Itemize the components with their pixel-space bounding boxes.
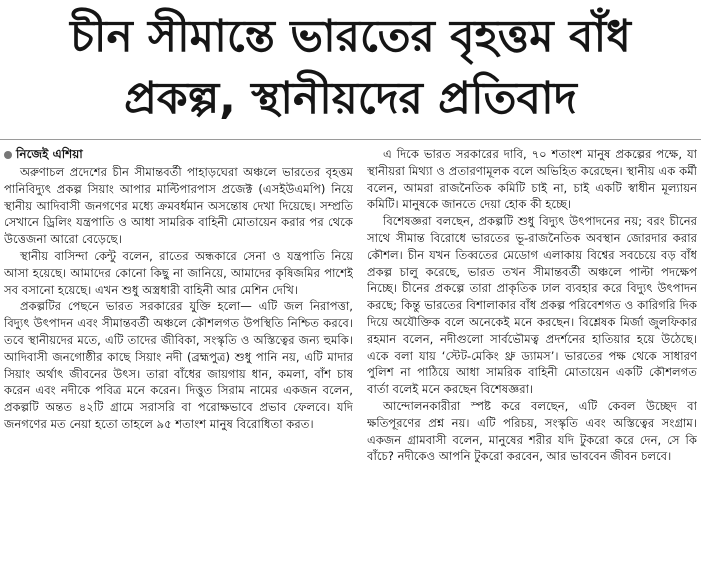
headline-divider [0,139,701,140]
paragraph: অরুণাচল প্রদেশের চীন সীমান্তবর্তী পাহাড়ঘেরা অঞ্চলে ভারতের বৃহত্তম পানিবিদ্যুৎ প্রকল্প সিয়াং আপার মাল্টিপারপাস প্রজেক্ট (এসইউএমপি) নিয়ে স্থানীয় আদিবাসী জনগণের মধ্যে ক্রমবর্ধমান অসন্তোষ দেখা দিয়েছে। সম্প্রতি সেখানে ড্রিলিং যন্ত্রপাতি ও আধা সামরিক বাহিনী মোতায়েন করার পর থেকে উত্তেজনা আরো বেড়েছে। [4,165,353,247]
bullet-icon [4,151,12,159]
byline-text: নিজেই এশিয়া [16,147,83,161]
article-column-right [367,146,697,586]
paragraph: স্থানীয় বাসিন্দা কেন্টু বলেন, রাতের অন্ধকারে সেনা ও যন্ত্রপাতি নিয়ে আসা হয়েছে। আমাদের কোনো কিছু না জানিয়ে, আমাদের কৃষিজমির পাশেই সব বসানো হয়েছে। এখন শুধু অস্ত্রধারী বাহিনী আর মেশিন দেখি। [4,248,353,297]
article-headline [0,6,701,130]
paragraph: বিশেষজ্ঞরা বলছেন, প্রকল্পটি শুধু বিদ্যুৎ উৎপাদনের নয়; বরং চীনের সাথে সীমান্ত বিরোধে ভারতের ভূ-রাজনৈতিক অবস্থান জোরদার করার কৌশল। চীন যখন তিব্বতের মেডোগ এলাকায় বিশ্বের সবচেয়ে বড় বাঁধ প্রকল্প চালু করেছে, ভারত তখন সীমান্তবর্তী অঞ্চলে পাল্টা পদক্ষেপ নিচ্ছে। চীনের প্রকল্পে তারা প্রাকৃতিক ঢাল ব্যবহার করে বিদ্যুৎ উৎপাদন করছে; কিন্তু ভারতের বিশালাকার বাঁধ প্রকল্প পরিবেশগত ও কারিগরি দিক দিয়ে অযৌক্তিক বলে অনেকেই মনে করছেন। বিশ্লেষক মির্জা জুলফিকার রহমান বলেন, নদীগুলো সার্বভৌমত্ব প্রদর্শনের হাতিয়ার হয়ে উঠেছে। একে বলা যায় ‘স্টেট-মেকিং থ্রু ড্যামস’। ভারতের পক্ষ থেকে সাধারণ পুলিশ না পাঠিয়ে আধা সামরিক বাহিনী মোতায়েন একটি কৌশলগত বার্তা বলেই মনে করছেন বিশেষজ্ঞরা। [367,214,697,397]
headline-line-1: চীন সীমান্তে ভারতের বৃহত্তম বাঁধ [70,11,631,62]
article-column-left [4,146,353,586]
headline-line-2: প্রকল্প, স্থানীয়দের প্রতিবাদ [124,73,577,124]
paragraph: আন্দোলনকারীরা স্পষ্ট করে বলছেন, এটি কেবল উচ্ছেদ বা ক্ষতিপূরণের প্রশ্ন নয়। এটি পরিচয়, সংস্কৃতি এবং অস্তিত্বের সংগ্রাম। একজন গ্রামবাসী বলেন, মানুষের শরীর যদি টুকরো করে দেন, সে কি বাঁচে? নদীকেও আপনি টুকরো করবেন, আর ভাববেন জীবন চলবে। [367,398,697,464]
byline [4,146,353,163]
paragraph: প্রকল্পটির পেছনে ভারত সরকারের যুক্তি হলো— এটি জল নিরাপত্তা, বিদ্যুৎ উৎপাদন এবং সীমান্তবর্তী অঞ্চলে কৌশলগত উপস্থিতি নিশ্চিত করবে। তবে স্থানীয়দের মতে, এটি তাদের জীবিকা, সংস্কৃতি ও অস্তিত্বের জন্য হুমকি। আদিবাসী জনগোষ্ঠীর কাছে সিয়াং নদী (ব্রহ্মপুত্র) শুধু পানি নয়, এটি মাদার সিয়াং অর্থাৎ জীবনের উৎস। তারা বাঁধের জায়গায় ধান, কমলা, বাঁশ চাষ করেন এবং নদীকে পবিত্র মনে করেন। দিত্তুত সিরাম নামের একজন বলেন, প্রকল্পটি অন্তত ৪২টি গ্রামে সরাসরি বা পরোক্ষভাবে প্রভাব ফেলবে। যদি জনগণের মত নেয়া হতো তাহলে ৯৫ শতাংশ মানুষ বিরোধিতা করত। [4,299,353,431]
paragraph: এ দিকে ভারত সরকারের দাবি, ৭০ শতাংশ মানুষ প্রকল্পের পক্ষে, যা স্থানীয়রা মিথ্যা ও প্রতারণামূলক বলে অভিহিত করেছেন। স্থানীয় এক কর্মী বলেন, আমরা রাজনৈতিক কমিটি চাই না, চাই একটি স্বাধীন মূল্যায়ন কমিটি। মানুষকে জানতে দেয়া হোক কী হচ্ছে। [367,147,697,212]
